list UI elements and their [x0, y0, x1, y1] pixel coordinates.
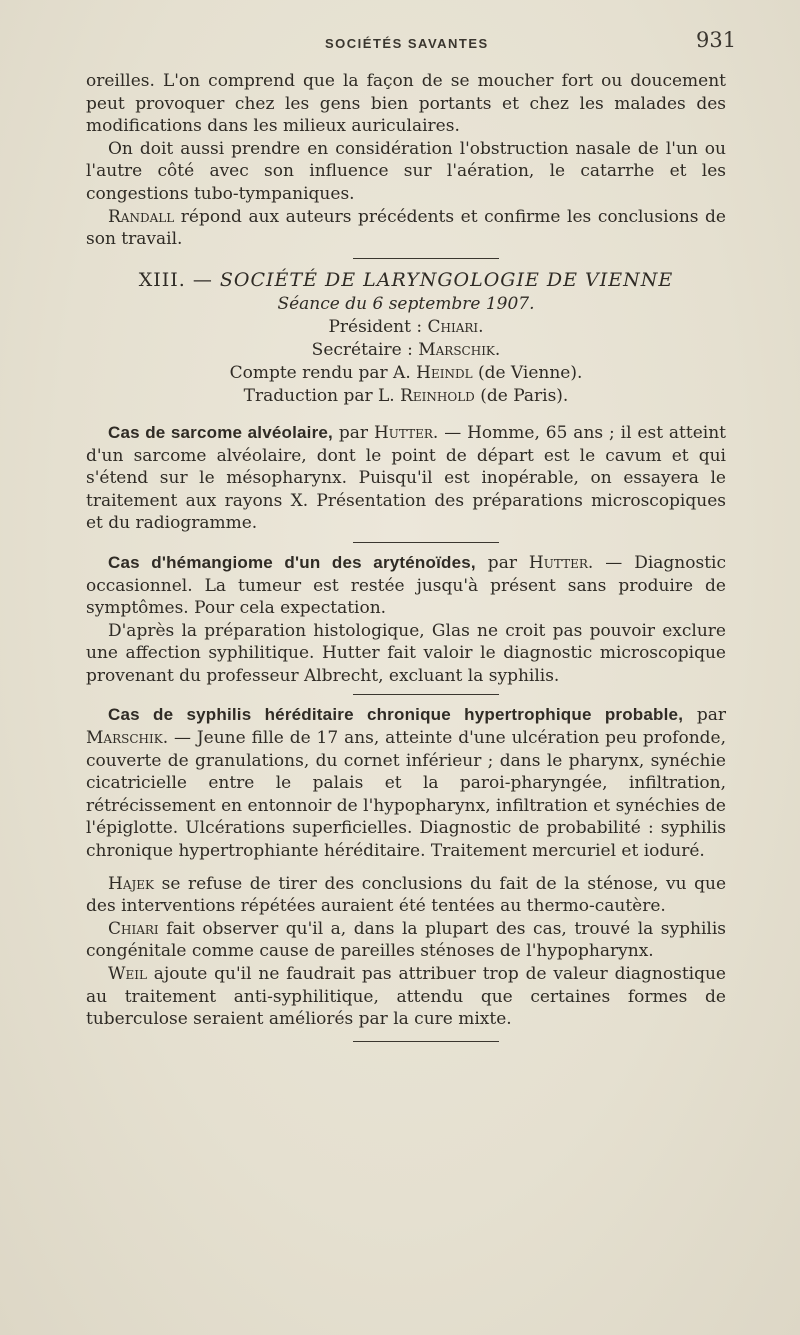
weil-paragraph — [86, 963, 726, 1031]
section-number: XIII. — [138, 268, 186, 291]
section-title-text: SOCIÉTÉ DE LARYNGOLOGIE DE VIENNE — [219, 268, 674, 291]
case-2-paragraph-2: D'après la préparation histologique, Glas ne croit pas pouvoir exclure une affection syphilitique. Hutter fait valoir le diagnostic microscopique provenant du professeur Albrecht, excluant la syphilis. — [86, 620, 726, 686]
session-date: Séance du 6 septembre 1907. — [277, 294, 535, 315]
weil-name: Weil — [108, 964, 147, 984]
translation-suffix: (de Paris). — [474, 385, 569, 406]
case-2-title: Cas d'hémangiome d'un des aryténoïdes, — [108, 552, 476, 572]
secretary-name: Marschik. — [418, 339, 501, 360]
paragraph-text: répond aux auteurs précédents et confirme les conclusions de son travail. — [86, 206, 726, 250]
case-2-text: . — Diagnostic occasionnel. La tumeur est restée jusqu'à présent sans produire de symptômes. Pour cela expectation. — [86, 552, 727, 619]
running-head: SOCIÉTÉS SAVANTES — [325, 36, 489, 51]
chiari-text: fait observer qu'il a, dans la plupart des cas, trouvé la syphilis congénitale comme cause de pareilles sténoses de l'hypopharynx. — [86, 918, 726, 962]
president-name: Chiari. — [427, 316, 484, 337]
separator-rule — [353, 542, 499, 543]
case-2-author: Hutter — [528, 552, 588, 573]
translator-name: Reinhold — [400, 385, 475, 406]
case-3-author: Marschik — [86, 728, 163, 749]
weil-text: ajoute qu'il ne faudrait pas attribuer trop de valeur diagnostique au traitement anti-syphilitique, attendu que certaines formes de tuberculose seraient améliorés par la cure mixte. — [86, 964, 726, 1030]
hajek-paragraph — [86, 873, 726, 918]
case-1-by: par — [332, 422, 374, 443]
case-3 — [86, 704, 726, 862]
case-1-title: Cas de sarcome alvéolaire, — [108, 422, 333, 442]
case-2 — [86, 552, 726, 620]
section-title — [86, 269, 726, 292]
page-number: 931 — [696, 28, 737, 52]
secretary-line — [86, 339, 726, 362]
report-prefix: Compte rendu par A. — [229, 362, 417, 383]
author-name: Randall — [108, 206, 175, 227]
president-label: Président : — [328, 316, 428, 337]
report-author: Heindl — [416, 362, 473, 383]
intro-paragraph-1: oreilles. L'on comprend que la façon de se moucher fort ou doucement peut provoquer chez les gens bien portants et chez les malades des modifications dans les milieux auriculaires. — [86, 71, 726, 137]
page-header — [0, 28, 800, 58]
page-body — [86, 70, 726, 1051]
translation-line — [86, 385, 726, 408]
separator-rule — [353, 1041, 499, 1042]
case-1 — [86, 422, 726, 535]
section-dash: — — [192, 268, 213, 291]
case-3-text: . — Jeune fille de 17 ans, atteinte d'une ulcération peu profonde, couverte de granulations, du cornet inférieur ; dans le pharynx, synéchie cicatricielle entre le palais et la paroi-pharyngée, infiltration, rétrécissement en entonnoir de l'hypopharynx, infiltration et synéchies de l'épiglotte. Ulcérations superficielles. Diagnostic de probabilité : syphilis chronique hypertrophiante héréditaire. Traitement mercuriel et ioduré. — [86, 728, 726, 862]
case-3-title: Cas de syphilis héréditaire chronique hypertrophique probable, — [108, 705, 684, 725]
intro-paragraph-3 — [86, 206, 726, 251]
case-2-by: par — [475, 552, 529, 573]
intro-paragraph-2: On doit aussi prendre en considération l'obstruction nasale de l'un ou l'autre côté avec son influence sur l'aération, le catarrhe et les congestions tubo-tympaniques. — [86, 138, 726, 204]
case-1-text: . — Homme, 65 ans ; il est atteint d'un sarcome alvéolaire, dont le point de départ est le cavum et qui s'étend sur le mésopharynx. Puisqu'il est inopérable, on essayera le traitement aux rayons X. Présentation des préparations microscopiques et du radiogramme. — [86, 422, 727, 534]
separator-rule — [353, 258, 499, 259]
hajek-text: se refuse de tirer des conclusions du fait de la sténose, vu que des interventions répétées auraient été tentées au thermo-cautère. — [86, 873, 726, 917]
hajek-name: Hajek — [108, 873, 155, 894]
case-1-author: Hutter — [373, 422, 433, 443]
case-3-by: par — [696, 705, 726, 726]
chiari-paragraph — [86, 918, 726, 963]
translation-prefix: Traduction par L. — [243, 385, 401, 406]
chiari-name: Chiari — [108, 918, 159, 939]
secretary-label: Secrétaire : — [311, 339, 419, 360]
president-line — [86, 316, 726, 339]
report-line — [86, 362, 726, 385]
separator-rule — [353, 694, 499, 695]
report-suffix: (de Vienne). — [472, 362, 583, 383]
